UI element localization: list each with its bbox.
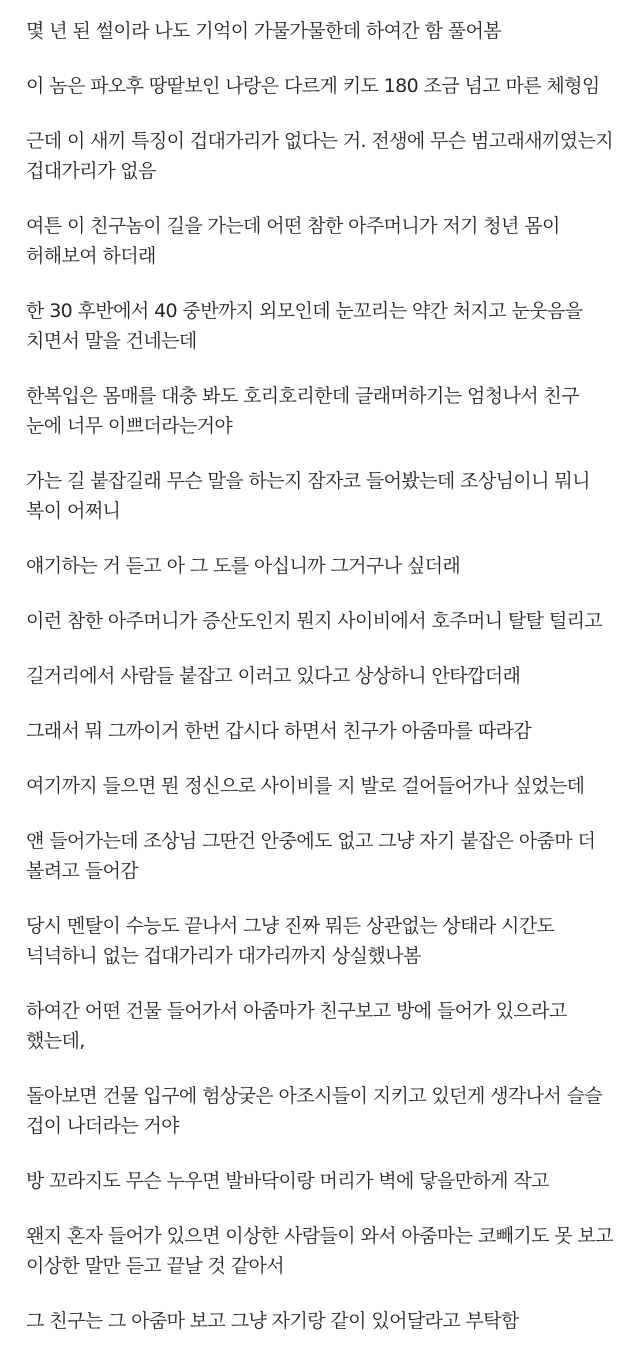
post-paragraph-13: 얜 들어가는데 조상님 그딴건 안중에도 없고 그냥 자기 붙잡은 아줌마 더 볼려고 들어감 — [26, 830, 596, 882]
post-paragraph-7: 가는 길 붙잡길래 무슨 말을 하는지 잠자코 들어봤는데 조상님이니 뭐니 복이 어쩌니 — [26, 470, 590, 522]
post-paragraph-6: 한복입은 몸매를 대충 봐도 호리호리한데 글래머하기는 엄청나서 친구 눈에 너무 이쁘더라는거야 — [26, 385, 579, 437]
post-paragraph-5: 한 30 후반에서 40 중반까지 외모인데 눈꼬리는 약간 처지고 눈웃음을 치면서 말을 건네는데 — [26, 300, 583, 352]
post-paragraph-15: 하여간 어떤 건물 들어가서 아줌마가 친구보고 방에 들어가 있으라고 했는데, — [26, 1000, 567, 1052]
post-body — [26, 16, 616, 1361]
post-paragraph-19: 그 친구는 그 아줌마 보고 그냥 자기랑 같이 있어달라고 부탁함 — [26, 1310, 519, 1332]
post-paragraph-3: 근데 이 새끼 특징이 겁대가리가 없다는 거. 전생에 무슨 범고래새끼였는지 겁대가리가 없음 — [26, 130, 614, 182]
post-paragraph-11: 그래서 뭐 그까이거 한번 갑시다 하면서 친구가 아줌마를 따라감 — [26, 720, 532, 742]
post-paragraph-16: 돌아보면 건물 입구에 험상궂은 아조시들이 지키고 있던게 생각나서 슬슬 겁이 나더라는 거야 — [26, 1085, 603, 1137]
post-paragraph-14: 당시 멘탈이 수능도 끝나서 그냥 진짜 뭐든 상관없는 상태라 시간도 넉넉하니 없는 겁대가리가 대가리까지 상실했나봄 — [26, 915, 555, 967]
post-paragraph-1: 몇 년 된 썰이라 나도 기억이 가물가물한데 하여간 함 풀어봄 — [26, 20, 502, 42]
post-paragraph-8: 얘기하는 거 듣고 아 그 도를 아십니까 그거구나 싶더래 — [26, 555, 461, 577]
post-paragraph-18: 왠지 혼자 들어가 있으면 이상한 사람들이 와서 아줌마는 코빼기도 못 보고 이상한 말만 듣고 끝날 것 같아서 — [26, 1225, 614, 1277]
post-paragraph-10: 길거리에서 사람들 붙잡고 이러고 있다고 상상하니 안타깝더래 — [26, 665, 521, 687]
post-paragraph-17: 방 꼬라지도 무슨 누우면 발바닥이랑 머리가 벽에 닿을만하게 작고 — [26, 1170, 549, 1192]
post-paragraph-12: 여기까지 들으면 뭔 정신으로 사이비를 지 발로 걸어들어가나 싶었는데 — [26, 775, 585, 797]
post-paragraph-2: 이 놈은 파오후 땅땉보인 나랑은 다르게 키도 180 조금 넘고 마른 체형임 — [26, 75, 600, 97]
post-paragraph-9: 이런 참한 아주머니가 증산도인지 뭔지 사이비에서 호주머니 탈탈 털리고 — [26, 610, 603, 632]
post-paragraph-4: 여튼 이 친구놈이 길을 가는데 어떤 참한 아주머니가 저기 청년 몸이 허해보여 하더래 — [26, 215, 560, 267]
